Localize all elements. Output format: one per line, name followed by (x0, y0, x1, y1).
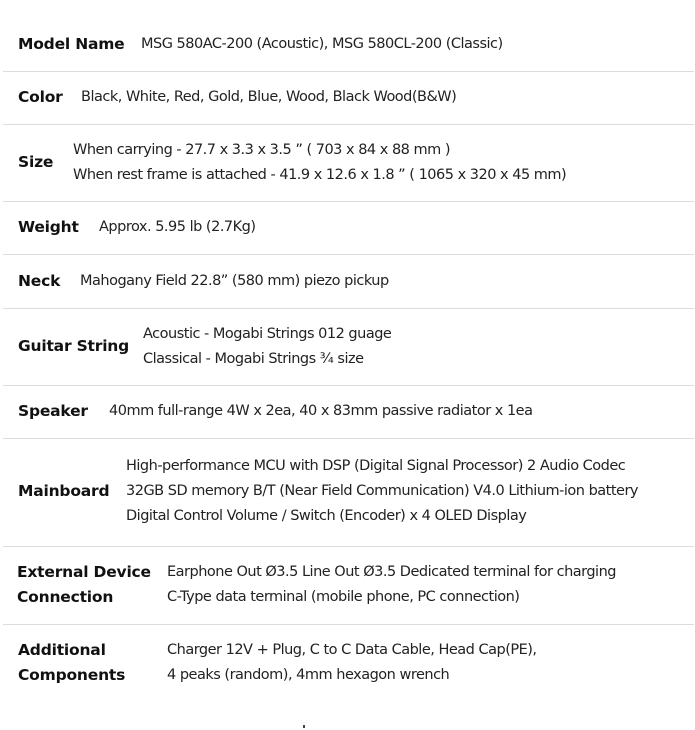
spec-value-line: Acoustic - Mogabi Strings 012 guage (143, 326, 392, 342)
spec-value-line: High-performance MCU with DSP (Digital Signal Processor) 2 Audio Codec (126, 458, 626, 474)
spec-row-mainboard (3, 439, 694, 547)
spec-value-line: C-Type data terminal (mobile phone, PC connection) (167, 589, 520, 605)
spec-value-speaker (109, 399, 533, 424)
spec-row-additional (3, 625, 694, 705)
spec-value-line: Digital Control Volume / Switch (Encoder) x 4 OLED Display (126, 508, 527, 524)
spec-value-size (73, 138, 566, 188)
spec-value-weight (99, 215, 256, 240)
spec-row-color (3, 72, 694, 125)
spec-value-line: Earphone Out Ø3.5 Line Out Ø3.5 Dedicated terminal for charging (167, 564, 616, 580)
spec-value-line: 32GB SD memory B/T (Near Field Communication) V4.0 Lithium-ion battery (126, 483, 638, 499)
spec-value-line: Black, White, Red, Gold, Blue, Wood, Black Wood(B&W) (81, 89, 457, 105)
spec-value-neck (80, 269, 389, 294)
spec-label-speaker: Speaker (18, 402, 88, 420)
spec-row-size (3, 125, 694, 202)
spec-label-additional (18, 638, 125, 688)
spec-value-line: MSG 580AC-200 (Acoustic), MSG 580CL-200 (Classic) (141, 36, 503, 52)
spec-value-mainboard (126, 454, 638, 529)
spec-value-guitar-string (143, 322, 391, 372)
spec-row-guitar-string (3, 309, 694, 386)
spec-value-external-device (167, 560, 616, 610)
spec-value-line: When rest frame is attached - 41.9 x 12.6 x 1.8 ” ( 1065 x 320 x 45 mm) (73, 167, 567, 183)
spec-value-line: 4 peaks (random), 4mm hexagon wrench (167, 667, 450, 683)
spec-row-speaker (3, 386, 694, 439)
spec-value-additional (167, 638, 537, 688)
spec-row-neck (3, 255, 694, 309)
spec-label-line: Additional (18, 641, 106, 659)
spec-value-line: Charger 12V + Plug, C to C Data Cable, Head Cap(PE), (167, 642, 537, 658)
spec-value-line: Mahogany Field 22.8” (580 mm) piezo pickup (80, 273, 389, 289)
spec-label-color: Color (18, 88, 63, 106)
spec-label-mainboard: Mainboard (18, 482, 110, 500)
spec-value-line: Classical - Mogabi Strings ¾ size (143, 351, 364, 367)
spec-label-line: Components (18, 666, 126, 684)
spec-value-line: 40mm full-range 4W x 2ea, 40 x 83mm passive radiator x 1ea (109, 403, 533, 419)
spec-value-line: When carrying - 27.7 x 3.3 x 3.5 ” ( 703 x 84 x 88 mm ) (73, 142, 451, 158)
spec-value-model-name (141, 32, 503, 57)
spec-label-external-device (17, 560, 151, 610)
spec-table (3, 18, 694, 705)
spec-label-neck: Neck (18, 272, 61, 290)
spec-label-model-name: Model Name (18, 35, 125, 53)
spec-row-model-name (3, 18, 694, 72)
spec-value-line: Approx. 5.95 lb (2.7Kg) (99, 219, 256, 235)
spec-label-guitar-string: Guitar String (18, 337, 130, 355)
spec-label-size: Size (18, 153, 54, 171)
spec-row-external-device (3, 547, 694, 625)
spec-label-weight: Weight (18, 218, 79, 236)
footer-mark (303, 725, 305, 728)
spec-value-color (81, 85, 456, 110)
spec-row-weight (3, 202, 694, 255)
spec-label-line: External Device (17, 563, 151, 581)
spec-label-line: Connection (17, 588, 114, 606)
